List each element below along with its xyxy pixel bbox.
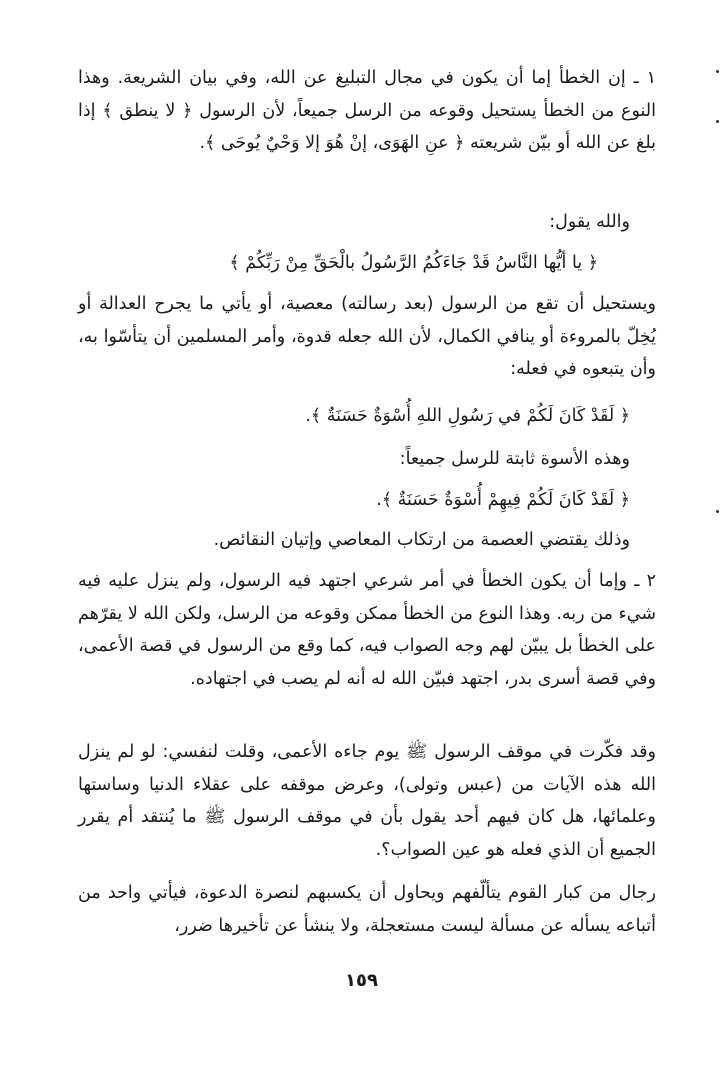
paragraph-example-for-all-messengers: وهذه الأسوة ثابتة للرسل جميعاً: [399, 449, 630, 469]
paragraph-notable-men: رجال من كبار القوم يتألّفهم ويحاول أن يكسبهم لنصرة الدعوة، فيأتي واحد من أتباعه يسأله عن مسألة ليست مستعجلة، ولا ينشأ عن تأخيرها ضرر، [78, 883, 656, 936]
paragraph-error-in-conveyance: ١ ـ إن الخطأ إما أن يكون في مجال التبليغ عن الله، وفي بيان الشريعة. وهذا النوع من الخطأ يستحيل وقوعه من الرسل جميعاً، لأن الرسول ﴿ لا ينطق ﴾ إذا بلغ عن الله أو بيّن شريعته ﴿ عنِ الهَوَى، إنْ هُوَ إلا وَحْيٌ يُوحَى ﴾. [78, 68, 656, 153]
scan-edge-mark [716, 120, 719, 123]
page-number: ١٥٩ [345, 970, 378, 991]
scan-edge-mark [716, 510, 719, 513]
quran-verse-good-example-messenger: ﴿ لَقَدْ كَانَ لَكُمْ في رَسُولِ اللهِ أُسْوَةٌ حَسَنَةٌ ﴾. [305, 406, 630, 426]
quran-verse-messenger-came: ﴿ يا أيُّها النَّاسُ قَدْ جَاءَكُمُ الرَّسُولُ بالْحَقِّ مِنْ رَبِّكُمْ ﴾ [229, 253, 598, 273]
quran-verse-good-example-in-them: ﴿ لَقَدْ كَانَ لَكُمْ فِيهِمْ أُسْوَةٌ حَسَنَةٌ ﴾. [376, 490, 630, 510]
paragraph-error-in-ijtihad: ٢ ـ وإما أن يكون الخطأ في أمر شرعي اجتهد فيه الرسول، ولم ينزل عليه فيه شيء من ربه. وهذا النوع من الخطأ ممكن وقوعه من الرسل، ولكن الله لا يقرّهم على الخطأ بل يبيّن لهم وجه الصواب فيه، كما وقع من الرسول في قصة الأعمى، وفي قصة أسرى بدر، اجتهد فبيّن الله له أنه لم يصب في اجتهاده. [78, 571, 656, 689]
paragraph-blind-man-reflection: وقد فكّرت في موقف الرسول ﷺ يوم جاءه الأعمى، وقلت لنفسي: لو لم ينزل الله هذه الآيات من (عبس وتولى)، وعرض موقفه على عقلاء الدنيا وساستها وعلمائها، هل كان فيهم أحد يقول بأن في موقف الرسول ﷺ ما يُنتقد أم يقرر الجميع أن الذي فعله هو عين الصواب؟. [78, 742, 656, 860]
scan-edge-mark [716, 70, 719, 73]
paragraph-impossible-sin: ويستحيل أن تقع من الرسول (بعد رسالته) معصية، أو يأتي ما يجرح العدالة أو يُخِلّ بالمروءة أو ينافي الكمال، لأن الله جعله قدوة، وأمر المسلمين أن يتأسّوا به، وأن يتبعوه في فعله: [78, 294, 656, 379]
paragraph-god-says: والله يقول: [549, 212, 630, 232]
paragraph-infallibility: وذلك يقتضي العصمة من ارتكاب المعاصي وإتيان النقائص. [213, 530, 630, 550]
